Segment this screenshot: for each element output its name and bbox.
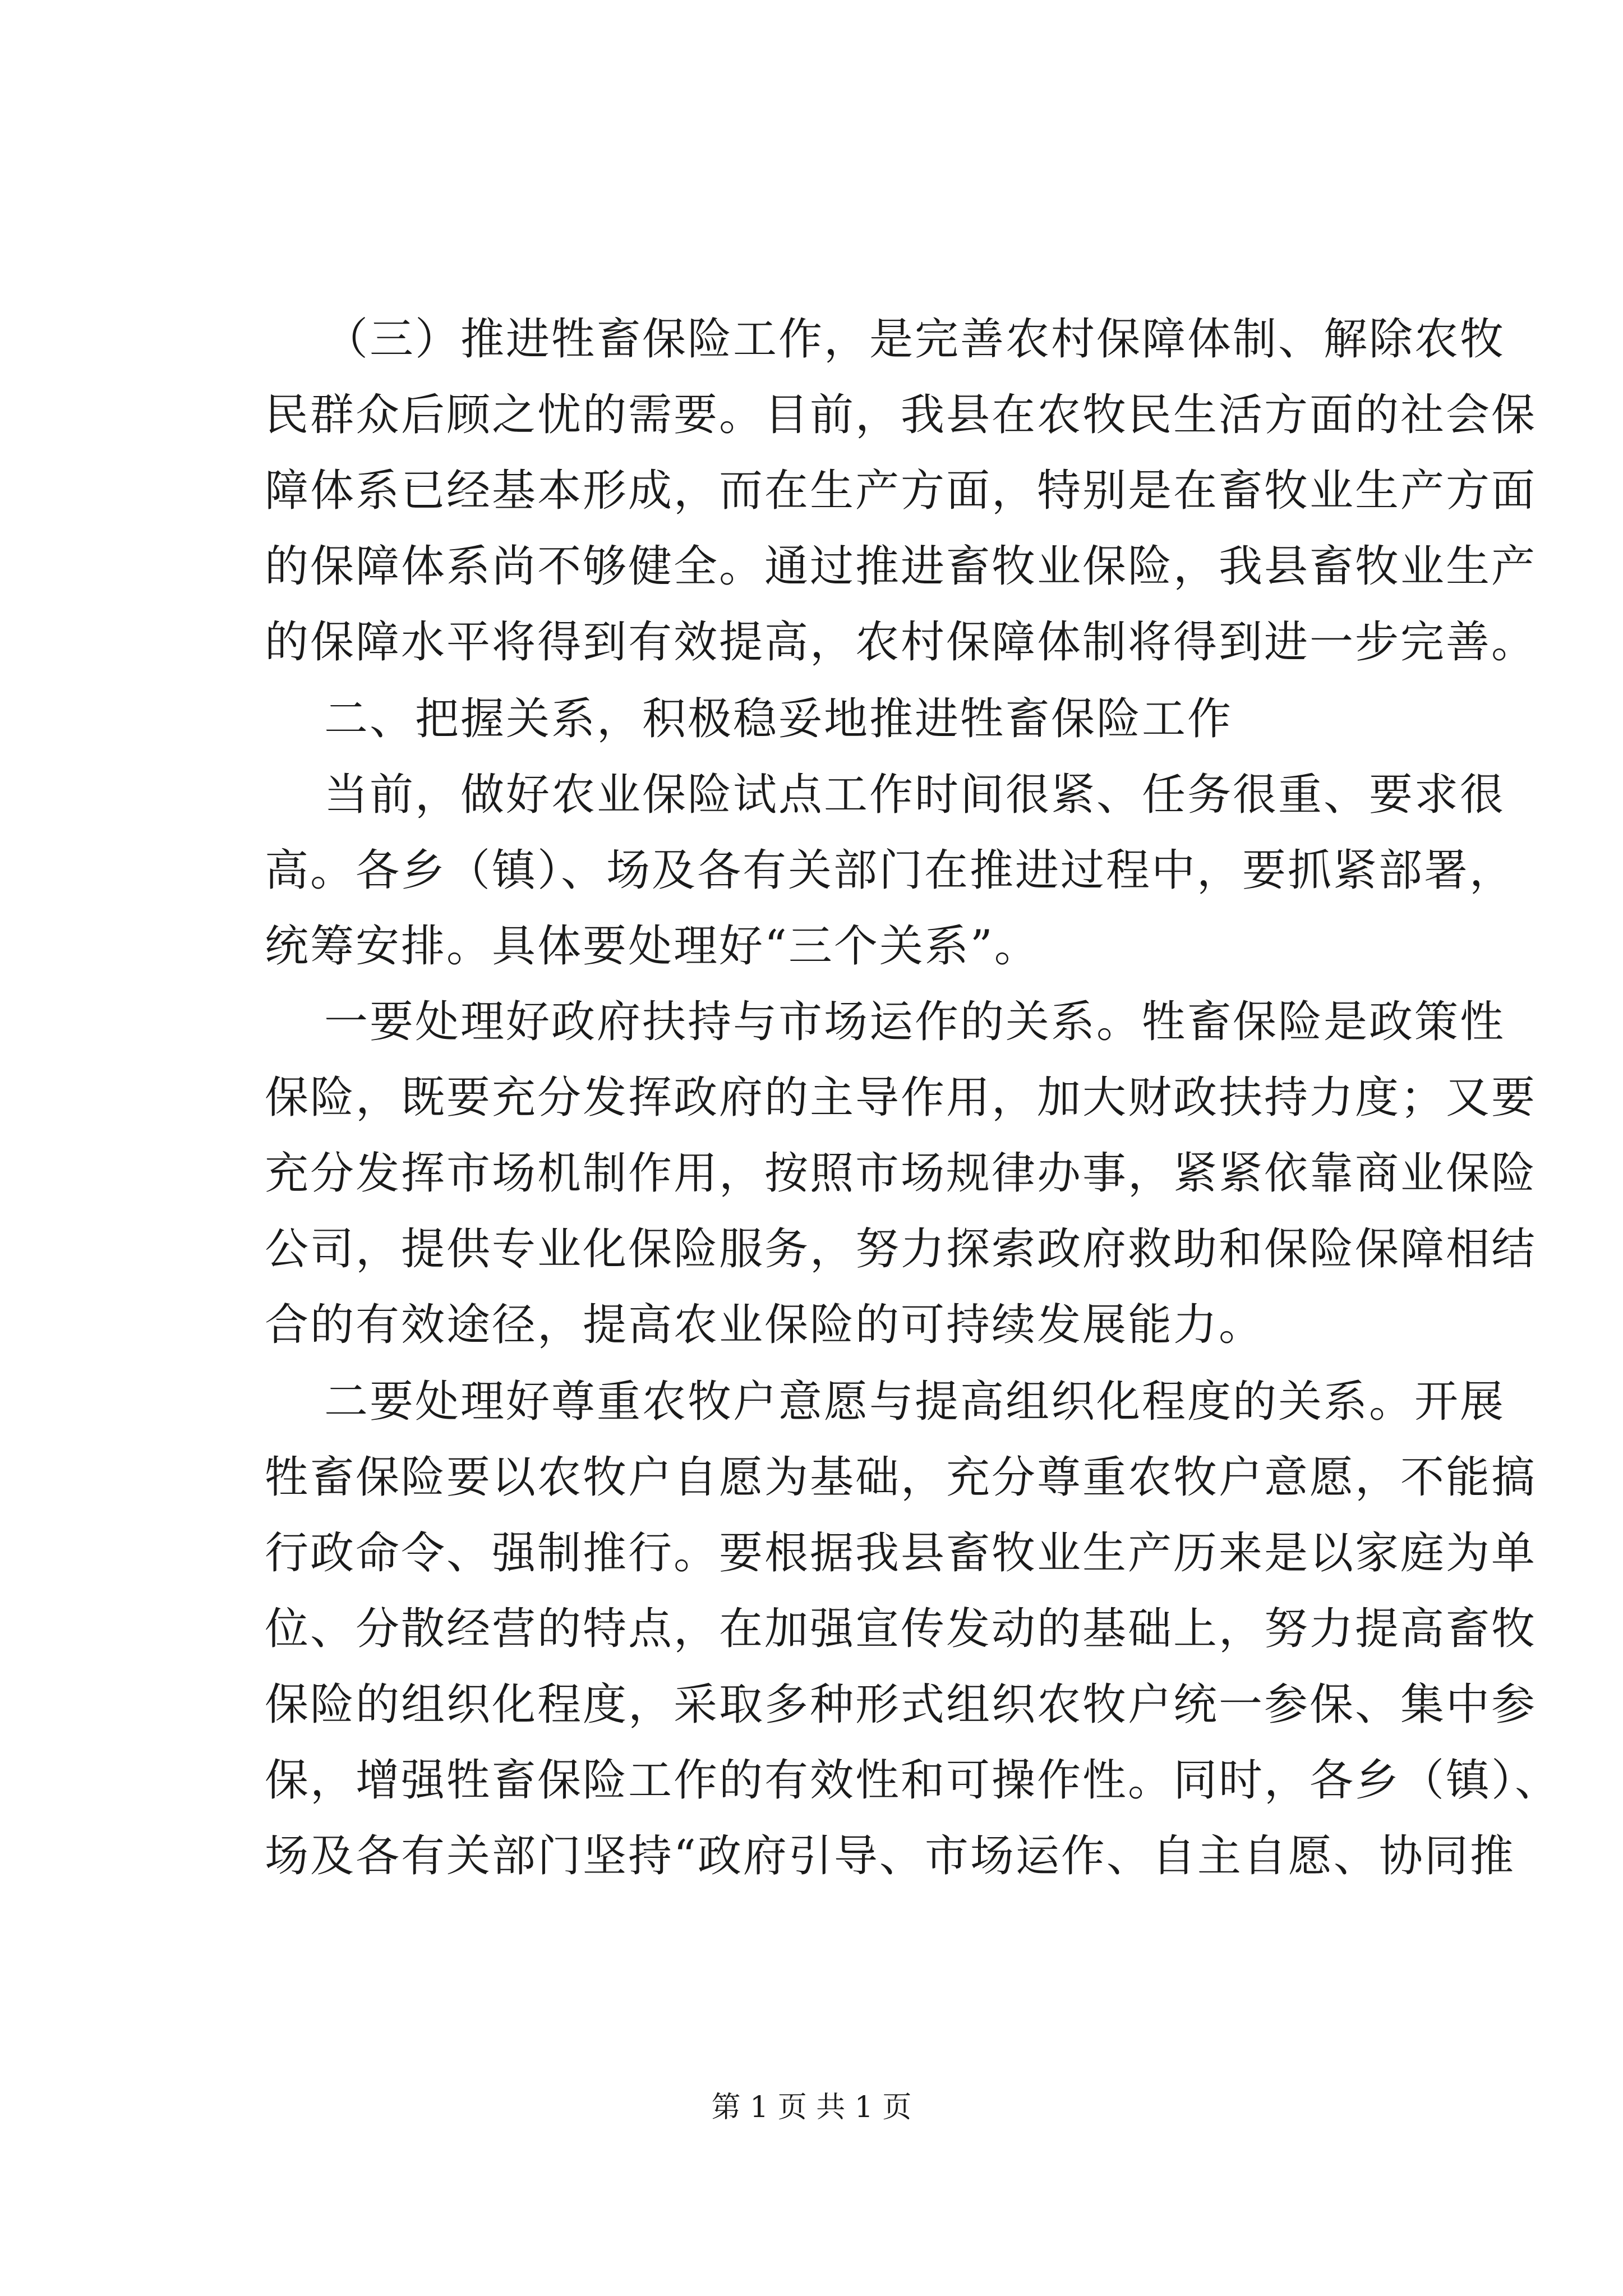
body-line: 的保障体系尚不够健全。通过推进畜牧业保险，我县畜牧业生产 (265, 541, 1537, 592)
body-line: 牲畜保险要以农牧户自愿为基础，充分尊重农牧户意愿，不能搞 (265, 1452, 1537, 1503)
body-line: 民群众后顾之忧的需要。目前，我县在农牧民生活方面的社会保 (265, 390, 1537, 440)
page-footer: 第 1 页 共 1 页 (711, 2091, 912, 2124)
body-line: 位、分散经营的特点，在加强宣传发动的基础上，努力提高畜牧 (265, 1604, 1537, 1654)
body-line: 场及各有关部门坚持“政府引导、市场运作、自主自愿、协同推 (265, 1831, 1515, 1881)
body-line: 合的有效途径，提高农业保险的可持续发展能力。 (265, 1300, 1265, 1350)
body-line: 保险的组织化程度，采取多种形式组织农牧户统一参保、集中参 (265, 1680, 1537, 1730)
body-line: （三）推进牲畜保险工作，是完善农村保障体制、解除农牧 (324, 314, 1506, 365)
body-line: 保，增强牲畜保险工作的有效性和可操作性。同时，各乡（镇）、 (265, 1755, 1561, 1806)
section-heading: 二、把握关系，积极稳妥地推进牲畜保险工作 (324, 694, 1233, 744)
body-line: 充分发挥市场机制作用，按照市场规律办事，紧紧依靠商业保险 (265, 1148, 1537, 1199)
body-line: 公司，提供专业化保险服务，努力探索政府救助和保险保障相结 (265, 1224, 1537, 1274)
body-line: 当前，做好农业保险试点工作时间很紧、任务很重、要求很 (324, 770, 1506, 820)
body-line: 障体系已经基本形成，而在生产方面，特别是在畜牧业生产方面 (265, 466, 1537, 516)
body-line: 一要处理好政府扶持与市场运作的关系。牲畜保险是政策性 (324, 997, 1506, 1047)
body-line: 统筹安排。具体要处理好“三个关系”。 (265, 921, 1040, 972)
body-line: 保险，既要充分发挥政府的主导作用，加大财政扶持力度；又要 (265, 1073, 1537, 1123)
body-line: 行政命令、强制推行。要根据我县畜牧业生产历来是以家庭为单 (265, 1528, 1537, 1579)
body-line: 的保障水平将得到有效提高，农村保障体制将得到进一步完善。 (265, 617, 1537, 668)
body-line: 高。各乡（镇）、场及各有关部门在推进过程中，要抓紧部署， (265, 845, 1515, 896)
body-line: 二要处理好尊重农牧户意愿与提高组织化程度的关系。开展 (324, 1377, 1506, 1427)
